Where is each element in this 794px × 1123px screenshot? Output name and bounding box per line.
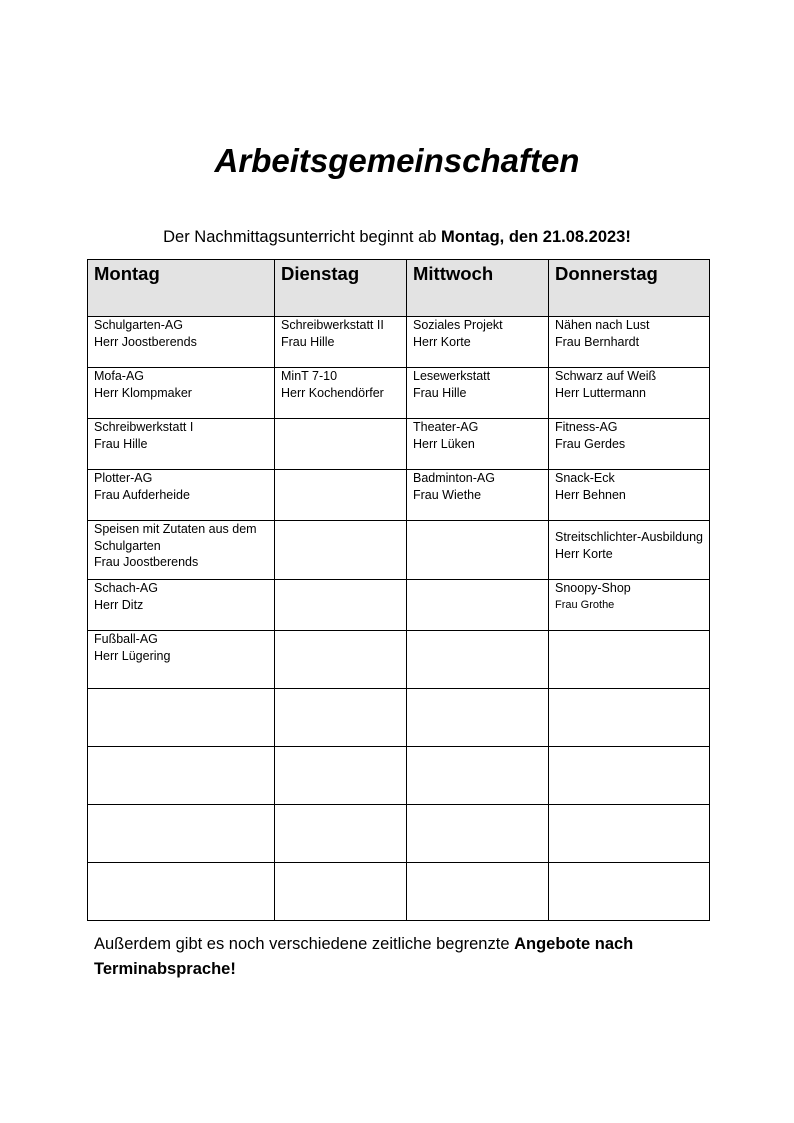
table-cell <box>549 689 710 747</box>
table-cell <box>88 580 275 631</box>
table-row <box>88 419 710 470</box>
table-row <box>88 631 710 689</box>
ag-teacher: Frau Wiethe <box>413 487 482 502</box>
table-row-empty <box>88 805 710 863</box>
table-cell <box>275 521 407 580</box>
header-montag: Montag <box>88 260 275 317</box>
ag-name: Soziales Projekt <box>413 318 503 332</box>
table-cell <box>275 419 407 470</box>
table-cell <box>88 419 275 470</box>
ag-name: Fußball-AG <box>94 632 158 646</box>
table-row-empty <box>88 689 710 747</box>
table-cell <box>88 521 275 580</box>
ag-teacher: Frau Hille <box>413 385 467 400</box>
ag-name: Nähen nach Lust <box>555 318 650 332</box>
table-cell <box>407 580 549 631</box>
table-cell <box>275 317 407 368</box>
ag-schedule-table <box>87 259 710 921</box>
table-cell <box>88 470 275 521</box>
header-mittwoch: Mittwoch <box>407 260 549 317</box>
ag-name: Mofa-AG <box>94 369 145 383</box>
ag-name: Schulgarten-AG <box>94 318 183 332</box>
table-cell <box>275 368 407 419</box>
ag-teacher: Herr Lüken <box>413 436 475 451</box>
ag-name: Schwarz auf Weiß <box>555 369 657 383</box>
table-cell <box>549 317 710 368</box>
table-cell <box>549 521 710 580</box>
ag-name: Fitness-AG <box>555 420 618 434</box>
ag-name: Speisen mit Zutaten aus dem Schulgarten <box>94 522 257 553</box>
ag-teacher: Herr Korte <box>413 334 471 349</box>
ag-name: Plotter-AG <box>94 471 153 485</box>
table-cell <box>275 863 407 921</box>
ag-name: Badminton-AG <box>413 471 495 485</box>
ag-teacher: Frau Joostberends <box>94 555 199 569</box>
ag-name: Streitschlichter-Ausbildung <box>555 530 703 544</box>
ag-teacher: Frau Aufderheide <box>94 487 190 502</box>
table-cell <box>275 631 407 689</box>
table-cell <box>88 805 275 863</box>
table-cell <box>549 747 710 805</box>
closing-bold: Angebote nach Terminabsprache! <box>94 935 634 978</box>
ag-teacher: Frau Grothe <box>555 598 615 611</box>
ag-teacher: Herr Klompmaker <box>94 385 192 400</box>
table-cell <box>407 689 549 747</box>
table-cell <box>88 747 275 805</box>
table-cell <box>275 805 407 863</box>
table-cell <box>407 747 549 805</box>
header-row <box>88 260 710 317</box>
table-cell <box>549 470 710 521</box>
table-cell <box>88 368 275 419</box>
ag-name: MinT 7-10 <box>281 369 338 383</box>
table-cell <box>275 747 407 805</box>
table-row <box>88 470 710 521</box>
table-cell <box>549 631 710 689</box>
table-cell <box>407 317 549 368</box>
table-cell <box>549 863 710 921</box>
table-cell <box>407 805 549 863</box>
intro-text <box>0 228 794 247</box>
intro-date: Montag, den 21.08.2023! <box>441 228 631 246</box>
closing-plain: Außerdem gibt es noch verschiedene zeitliche begrenzte <box>94 935 515 953</box>
ag-teacher: Herr Luttermann <box>555 385 647 400</box>
ag-name: Schreibwerkstatt I <box>94 420 194 434</box>
ag-name: Schreibwerkstatt II <box>281 318 384 332</box>
table-cell <box>88 863 275 921</box>
ag-teacher: Herr Joostberends <box>94 334 197 349</box>
table-cell <box>549 805 710 863</box>
table-cell <box>549 580 710 631</box>
ag-teacher: Frau Gerdes <box>555 436 626 451</box>
closing-text <box>94 932 704 982</box>
table-row-empty <box>88 863 710 921</box>
ag-teacher: Frau Bernhardt <box>555 334 640 349</box>
ag-name: Theater-AG <box>413 420 479 434</box>
table-cell <box>275 580 407 631</box>
ag-name: Snack-Eck <box>555 471 615 485</box>
table-row <box>88 368 710 419</box>
header-dienstag: Dienstag <box>275 260 407 317</box>
table-cell <box>407 419 549 470</box>
ag-teacher: Frau Hille <box>94 436 148 451</box>
table-row <box>88 521 710 580</box>
table-cell <box>407 863 549 921</box>
header-donnerstag: Donnerstag <box>549 260 710 317</box>
ag-teacher: Herr Korte <box>555 546 613 561</box>
table-cell <box>275 689 407 747</box>
ag-name: Lesewerkstatt <box>413 369 491 383</box>
ag-teacher: Herr Lügering <box>94 648 171 663</box>
table-row <box>88 580 710 631</box>
table-cell <box>549 368 710 419</box>
table-cell <box>407 521 549 580</box>
ag-teacher: Herr Behnen <box>555 487 626 502</box>
ag-teacher: Herr Ditz <box>94 597 144 612</box>
table-row-empty <box>88 747 710 805</box>
table-cell <box>407 470 549 521</box>
table-cell <box>549 419 710 470</box>
page-title: Arbeitsgemeinschaften <box>214 142 580 179</box>
table-cell <box>88 631 275 689</box>
ag-teacher: Frau Hille <box>281 334 335 349</box>
ag-name: Schach-AG <box>94 581 158 595</box>
table-cell <box>275 470 407 521</box>
intro-plain: Der Nachmittagsunterricht beginnt ab <box>163 228 442 246</box>
table-cell <box>407 631 549 689</box>
table-cell <box>88 317 275 368</box>
ag-teacher: Herr Kochendörfer <box>281 385 384 400</box>
table-cell <box>88 689 275 747</box>
ag-name: Snoopy-Shop <box>555 581 631 595</box>
table-row <box>88 317 710 368</box>
table-cell <box>407 368 549 419</box>
